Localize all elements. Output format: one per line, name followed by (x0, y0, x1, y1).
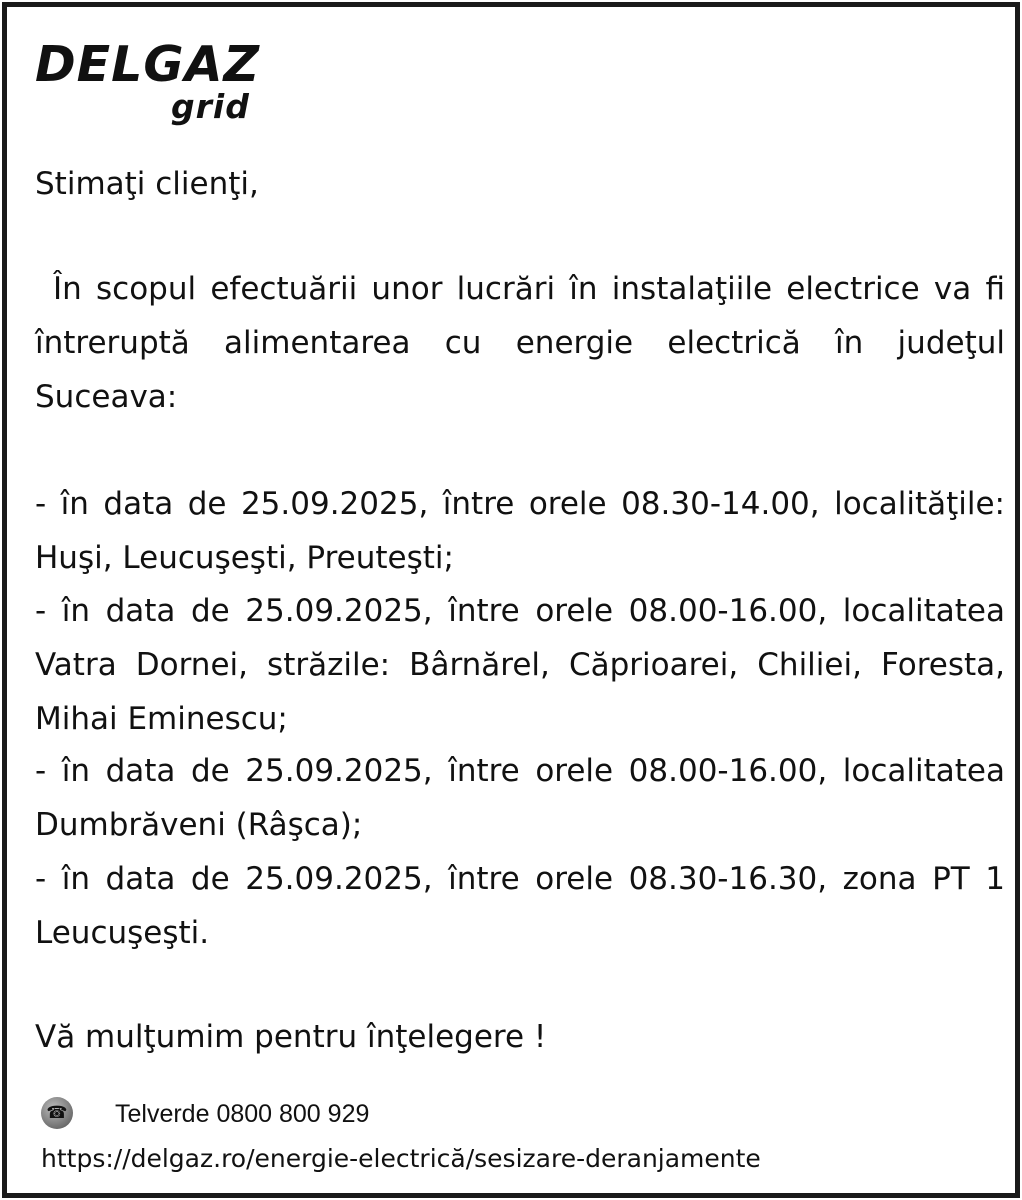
phone-icon: ☎ (41, 1097, 73, 1129)
report-url-link[interactable]: https://delgaz.ro/energie-electrică/sesizare-deranjamente (41, 1144, 761, 1173)
logo-brand: DELGAZ (35, 36, 261, 93)
thanks-line: Vă mulţumim pentru înţelegere ! (35, 1019, 547, 1055)
intro-paragraph: În scopul efectuării unor lucrări în instalaţiile electrice va fi întreruptă alimentarea cu energie electrică în judeţul Suceava: (35, 271, 1005, 415)
outage-item: - în data de 25.09.2025, între orele 08.00-16.00, localitatea Vatra Dornei, străzile: Bârnărel, Căprioarei, Chiliei, Foresta, Mihai Eminescu; (35, 593, 1005, 737)
outage-item: - în data de 25.09.2025, între orele 08.30-14.00, localităţile: Huşi, Leucuşeşti, Preuteşti; (35, 486, 1005, 576)
delgaz-grid-logo (35, 37, 275, 132)
outage-item: - în data de 25.09.2025, între orele 08.30-16.30, zona PT 1 Leucuşeşti. (35, 861, 1005, 951)
greeting: Stimaţi clienţi, (35, 166, 259, 202)
notice-frame (2, 2, 1020, 1198)
logo-sub: grid (171, 87, 250, 126)
outage-item: - în data de 25.09.2025, între orele 08.00-16.00, localitatea Dumbrăveni (Râşca); (35, 753, 1005, 843)
phone-number[interactable]: Telverde 0800 800 929 (115, 1100, 370, 1128)
